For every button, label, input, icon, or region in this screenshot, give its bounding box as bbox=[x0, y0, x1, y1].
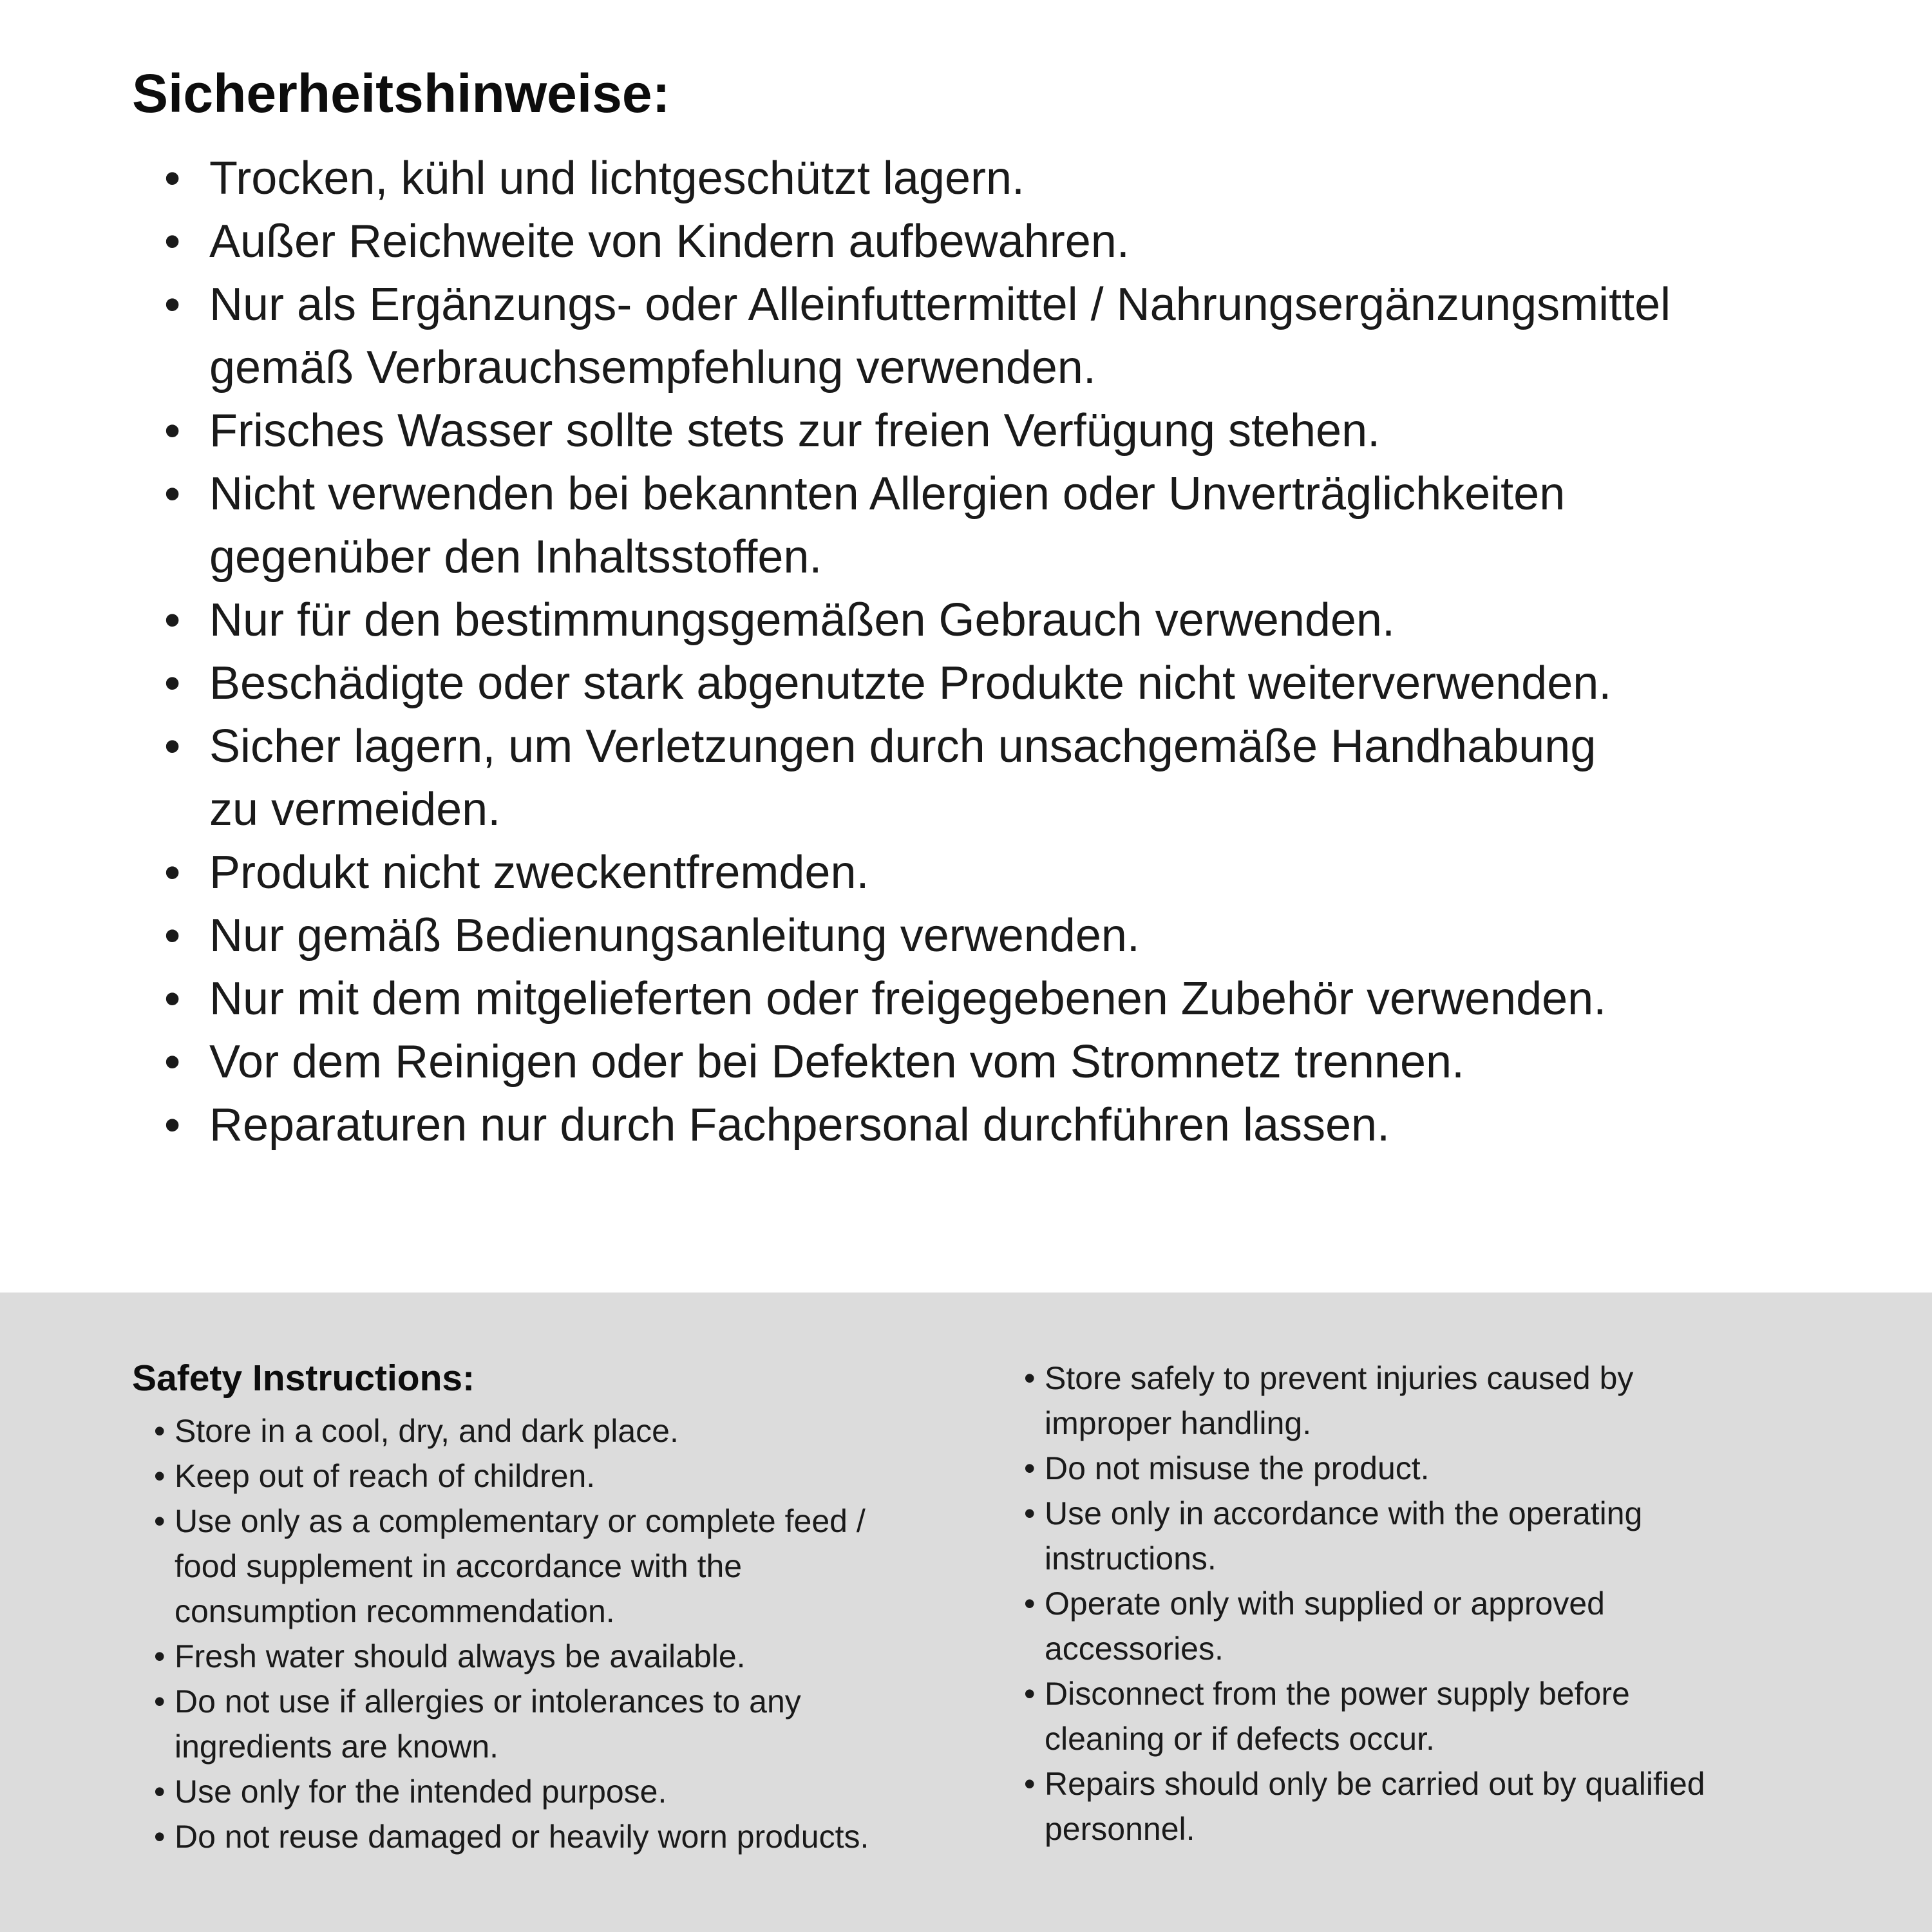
list-item-text: gemäß Verbrauchsempfehlung verwenden. bbox=[209, 342, 1096, 393]
list-item-continuation-line bbox=[164, 336, 1868, 399]
list-item-text: Use only as a complementary or complete feed / bbox=[175, 1503, 866, 1539]
list-item-text: Nur für den bestimmungsgemäßen Gebrauch verwenden. bbox=[209, 594, 1395, 646]
bullet-marker: • bbox=[164, 153, 181, 204]
list-item-text: Trocken, kühl und lichtgeschützt lagern. bbox=[209, 153, 1025, 204]
list-item-text: Nur gemäß Bedienungsanleitung verwenden. bbox=[209, 910, 1140, 961]
list-item bbox=[1024, 1761, 1855, 1806]
bullet-marker: • bbox=[164, 973, 181, 1025]
bullet-marker bbox=[154, 1724, 175, 1769]
list-item-text: consumption recommendation. bbox=[175, 1593, 615, 1629]
list-item-text: Nur als Ergänzungs- oder Alleinfuttermittel / Nahrungsergänzungsmittel bbox=[209, 279, 1671, 330]
german-section-title: Sicherheitshinweise: bbox=[132, 63, 670, 124]
list-item-text: cleaning or if defects occur. bbox=[1045, 1721, 1435, 1757]
list-item-text: Use only for the intended purpose. bbox=[175, 1774, 667, 1810]
list-item-text: Vor dem Reinigen oder bei Defekten vom Stromnetz trennen. bbox=[209, 1036, 1465, 1088]
list-item bbox=[154, 1769, 1001, 1814]
bullet-marker: • bbox=[164, 721, 181, 772]
list-item-text: zu vermeiden. bbox=[209, 784, 501, 835]
list-item bbox=[164, 462, 1868, 526]
list-item bbox=[164, 967, 1868, 1030]
english-two-column-layout bbox=[0, 1293, 1932, 1859]
list-item bbox=[154, 1499, 1001, 1544]
bullet-marker bbox=[164, 336, 209, 399]
list-item bbox=[164, 147, 1868, 210]
bullet-marker: • bbox=[164, 405, 181, 457]
list-item-text: Do not misuse the product. bbox=[1045, 1450, 1430, 1486]
list-item bbox=[164, 589, 1868, 652]
list-item-text: improper handling. bbox=[1045, 1405, 1312, 1441]
list-item-text: Store safely to prevent injuries caused by bbox=[1045, 1360, 1634, 1396]
list-item-text: ingredients are known. bbox=[175, 1728, 499, 1765]
bullet-marker: • bbox=[154, 1774, 166, 1810]
list-item-continuation-line bbox=[1024, 1401, 1855, 1446]
list-item bbox=[164, 715, 1868, 778]
bullet-marker: • bbox=[164, 847, 181, 898]
bullet-marker: • bbox=[154, 1503, 166, 1539]
list-item bbox=[164, 210, 1868, 273]
list-item-text: accessories. bbox=[1045, 1631, 1224, 1667]
bullet-marker: • bbox=[1024, 1495, 1036, 1531]
list-item-text: gegenüber den Inhaltsstoffen. bbox=[209, 531, 822, 583]
bullet-marker: • bbox=[1024, 1360, 1036, 1396]
bullet-marker bbox=[154, 1544, 175, 1589]
list-item-text: Do not reuse damaged or heavily worn products. bbox=[175, 1819, 869, 1855]
list-item-text: Nur mit dem mitgelieferten oder freigegebenen Zubehör verwenden. bbox=[209, 973, 1607, 1025]
list-item bbox=[1024, 1491, 1855, 1536]
list-item-text: Disconnect from the power supply before bbox=[1045, 1676, 1630, 1712]
bullet-marker: • bbox=[1024, 1676, 1036, 1712]
bullet-marker: • bbox=[154, 1458, 166, 1494]
list-item-continuation-line bbox=[164, 526, 1868, 589]
bullet-marker bbox=[1024, 1536, 1045, 1581]
list-item bbox=[164, 904, 1868, 967]
bullet-marker: • bbox=[164, 279, 181, 330]
list-item bbox=[1024, 1356, 1855, 1401]
list-item-text: Repairs should only be carried out by qualified bbox=[1045, 1766, 1705, 1802]
list-item bbox=[154, 1634, 1001, 1679]
bullet-marker: • bbox=[154, 1413, 166, 1449]
list-item-text: Do not use if allergies or intolerances to any bbox=[175, 1683, 801, 1719]
list-item-text: food supplement in accordance with the bbox=[175, 1548, 743, 1584]
list-item-text: Store in a cool, dry, and dark place. bbox=[175, 1413, 679, 1449]
bullet-marker: • bbox=[1024, 1450, 1036, 1486]
list-item-continuation-line bbox=[1024, 1806, 1855, 1852]
list-item bbox=[164, 1094, 1868, 1157]
list-item-text: Außer Reichweite von Kindern aufbewahren. bbox=[209, 216, 1130, 267]
list-item-continuation-line bbox=[154, 1544, 1001, 1589]
list-item-continuation-line bbox=[164, 778, 1868, 841]
list-item bbox=[1024, 1581, 1855, 1626]
list-item bbox=[154, 1679, 1001, 1724]
bullet-marker: • bbox=[164, 216, 181, 267]
bullet-marker: • bbox=[164, 1036, 181, 1088]
english-left-column bbox=[132, 1356, 1001, 1859]
list-item-text: Produkt nicht zweckentfremden. bbox=[209, 847, 869, 898]
bullet-marker bbox=[154, 1589, 175, 1634]
list-item bbox=[164, 273, 1868, 336]
german-instructions-list bbox=[164, 147, 1868, 1157]
bullet-marker: • bbox=[1024, 1766, 1036, 1802]
bullet-marker: • bbox=[154, 1819, 166, 1855]
bullet-marker: • bbox=[164, 658, 181, 709]
list-item bbox=[1024, 1671, 1855, 1716]
list-item-text: Sicher lagern, um Verletzungen durch unsachgemäße Handhabung bbox=[209, 721, 1596, 772]
bullet-marker bbox=[164, 778, 209, 841]
list-item bbox=[154, 1454, 1001, 1499]
bullet-marker bbox=[164, 526, 209, 589]
list-item-continuation-line bbox=[1024, 1626, 1855, 1671]
bullet-marker: • bbox=[164, 468, 181, 520]
list-item-text: Keep out of reach of children. bbox=[175, 1458, 596, 1494]
list-item-text: instructions. bbox=[1045, 1540, 1217, 1577]
english-left-list bbox=[154, 1408, 1001, 1859]
english-right-list bbox=[1024, 1356, 1855, 1852]
bullet-marker bbox=[1024, 1716, 1045, 1761]
list-item bbox=[164, 399, 1868, 462]
bullet-marker bbox=[1024, 1401, 1045, 1446]
bullet-marker: • bbox=[154, 1638, 166, 1674]
bullet-marker: • bbox=[1024, 1586, 1036, 1622]
list-item-continuation-line bbox=[154, 1724, 1001, 1769]
list-item-text: Beschädigte oder stark abgenutzte Produkte nicht weiterverwenden. bbox=[209, 658, 1612, 709]
english-instructions-panel bbox=[0, 1293, 1932, 1932]
english-section-title: Safety Instructions: bbox=[132, 1358, 475, 1399]
bullet-marker: • bbox=[164, 1099, 181, 1151]
list-item bbox=[164, 652, 1868, 715]
list-item-text: personnel. bbox=[1045, 1811, 1195, 1847]
bullet-marker: • bbox=[164, 594, 181, 646]
list-item-text: Nicht verwenden bei bekannten Allergien oder Unverträglichkeiten bbox=[209, 468, 1566, 520]
list-item bbox=[1024, 1446, 1855, 1491]
bullet-marker bbox=[1024, 1626, 1045, 1671]
list-item-text: Fresh water should always be available. bbox=[175, 1638, 746, 1674]
english-right-column bbox=[1024, 1356, 1855, 1859]
list-item-text: Operate only with supplied or approved bbox=[1045, 1586, 1605, 1622]
list-item-continuation-line bbox=[154, 1589, 1001, 1634]
list-item-text: Frisches Wasser sollte stets zur freien Verfügung stehen. bbox=[209, 405, 1381, 457]
list-item-text: Use only in accordance with the operating bbox=[1045, 1495, 1643, 1531]
list-item bbox=[154, 1814, 1001, 1859]
bullet-marker bbox=[1024, 1806, 1045, 1852]
list-item-text: Reparaturen nur durch Fachpersonal durchführen lassen. bbox=[209, 1099, 1390, 1151]
bullet-marker: • bbox=[154, 1683, 166, 1719]
list-item bbox=[164, 841, 1868, 904]
bullet-marker: • bbox=[164, 910, 181, 961]
list-item-continuation-line bbox=[1024, 1716, 1855, 1761]
list-item bbox=[154, 1408, 1001, 1454]
list-item bbox=[164, 1030, 1868, 1094]
list-item-continuation-line bbox=[1024, 1536, 1855, 1581]
